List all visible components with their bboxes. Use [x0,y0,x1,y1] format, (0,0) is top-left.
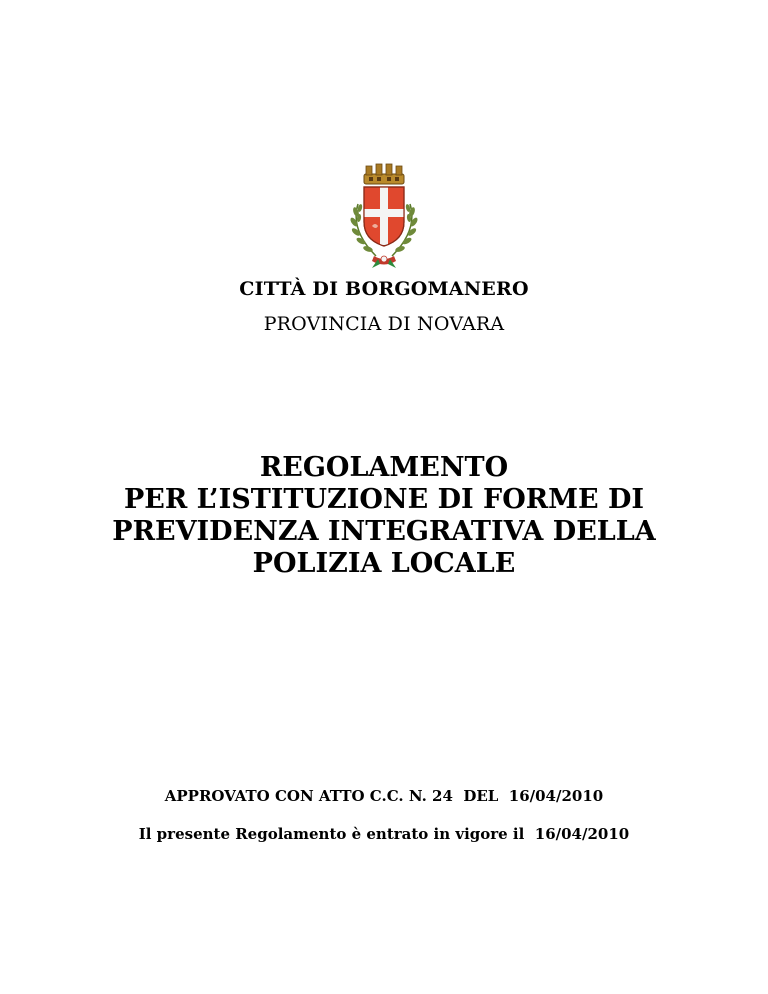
title-line: PREVIDENZA INTEGRATIVA DELLA [112,516,656,547]
title-line: REGOLAMENTO [259,452,509,483]
coat-of-arms-icon [336,160,432,272]
title-line: PER L’ISTITUZIONE DI FORME DI [123,484,645,515]
shield-icon [364,187,404,246]
city-name: CITTÀ DI BORGOMANERO [239,278,529,300]
crown-icon [364,164,404,184]
document-title [0,452,768,580]
approval-statement: APPROVATO CON ATTO C.C. N. 24 DEL 16/04/2010 [164,787,604,805]
ribbon-icon [372,256,396,268]
title-line: POLIZIA LOCALE [252,548,516,579]
province-name: PROVINCIA DI NOVARA [263,313,505,335]
in-force-statement: Il presente Regolamento è entrato in vigore il 16/04/2010 [138,825,630,843]
